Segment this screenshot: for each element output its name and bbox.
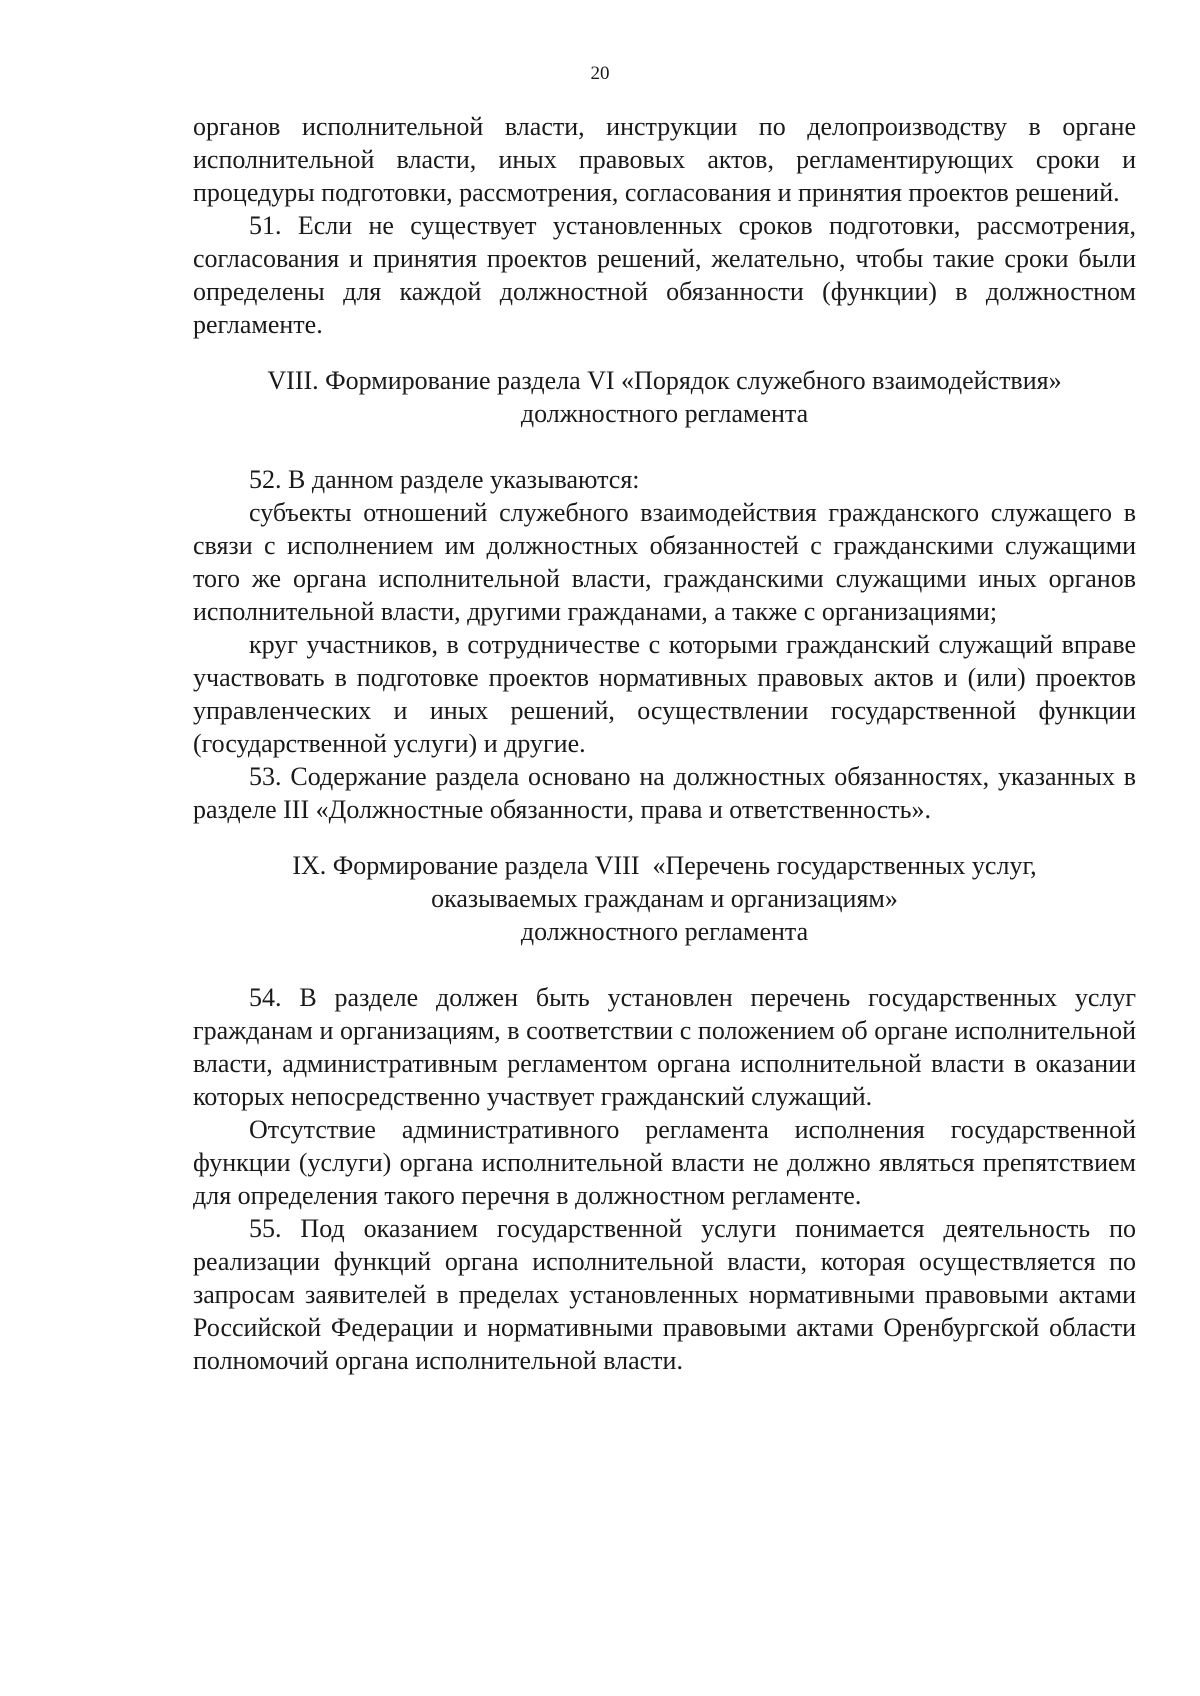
paragraph-52: 52. В данном разделе указываются: [249,465,640,494]
paragraph-54-note: Отсутствие административного регламента исполнения государственной функции (услуги) органа исполнительной власти не должно являться препятствием для определения такого перечня в должностном регламенте. [193,1115,1136,1210]
paragraph-continuation: органов исполнительной власти, инструкции по делопроизводству в органе исполнительной власти, иных правовых актов, регламентирующих сроки и процедуры подготовки, рассмотрения, согласования и принятия проектов решений. [193,112,1136,207]
paragraph-52-item-subjects: субъекты отношений служебного взаимодействия гражданского служащего в связи с исполнением им должностных обязанностей с гражданскими служащими того же органа исполнительной власти, гражданскими служащими иных органов исполнительной власти, другими гражданами, а также с организациями; [193,498,1136,626]
page-number: 20 [590,63,610,84]
paragraph-51: 51. Если не существует установленных сроков подготовки, рассмотрения, согласования и принятия проектов решений, желательно, чтобы такие сроки были определены для каждой должностной обязанности (функции) в должностном регламенте. [193,211,1136,339]
spacer [193,826,1136,849]
paragraph-52-item-participants: круг участников, в сотрудничестве с которыми гражданский служащий вправе участвовать в подготовке проектов нормативных правовых актов и (или) проектов управленческих и иных решений, осуществлении государственной функции (государственной услуги) и другие. [193,630,1136,758]
heading-ix-line-1: IX. Формирование раздела VIII «Перечень государственных услуг, [292,851,1037,880]
spacer [193,341,1136,364]
paragraph-55: 55. Под оказанием государственной услуги понимается деятельность по реализации функций органа исполнительной власти, которая осуществляется по запросам заявителей в пределах установленных нормативными правовыми актами Российской Федерации и нормативными правовыми актами Оренбургской области полномочий органа исполнительной власти. [193,1214,1136,1375]
heading-viii-line-2: должностного регламента [520,399,809,428]
heading-viii-line-1: VIII. Формирование раздела VI «Порядок служебного взаимодействия» [267,366,1062,395]
paragraph-53: 53. Содержание раздела основано на должностных обязанностях, указанных в разделе III «Должностные обязанности, права и ответственность». [193,762,1136,824]
spacer [193,948,1136,981]
section-heading-ix [193,849,1136,948]
heading-ix-line-3: должностного регламента [520,917,809,946]
document-body [193,110,1136,1377]
spacer [193,430,1136,463]
heading-ix-line-2: оказываемых гражданам и организациям» [431,884,898,913]
section-heading-viii [193,364,1136,430]
paragraph-54: 54. В разделе должен быть установлен перечень государственных услуг гражданам и организациям, в соответствии с положением об органе исполнительной власти, административным регламентом органа исполнительной власти в оказании которых непосредственно участвует гражданский служащий. [193,983,1136,1111]
